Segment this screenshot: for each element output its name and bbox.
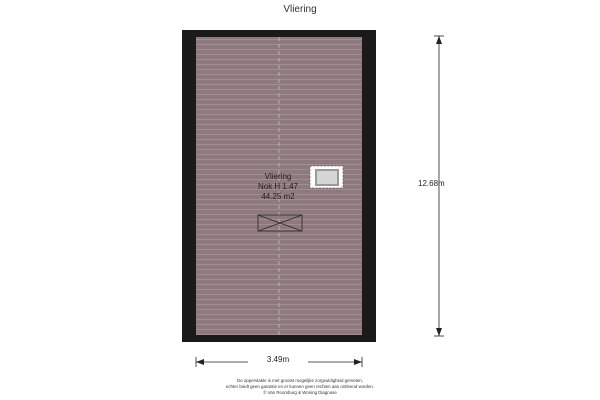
room-label [228, 172, 328, 202]
room-name: Vliering [264, 172, 292, 181]
dimension-arrow-left [196, 359, 204, 365]
room-height: Nok H 1.47 [257, 182, 299, 191]
room-area: 44.25 m2 [261, 192, 295, 201]
disclaimer-line: De oppervlakte is met grootst mogelijke zorgvuldigheid gemeten, [237, 378, 363, 383]
plan-title: Vliering [283, 4, 317, 15]
horizontal-dimension-label: 3.49m [248, 355, 308, 364]
disclaimer-line: echter biedt geen garantie en er kunnen geen rechten aan ontleend worden. [225, 384, 375, 389]
dimension-arrow-up [436, 36, 442, 44]
disclaimer [0, 378, 600, 396]
vertical-dimension-label: 12.68m [418, 179, 445, 188]
dimension-arrow-down [436, 328, 442, 336]
dimension-arrow-right [354, 359, 362, 365]
disclaimer-line: © Van Roomburg & Woning Diagnose [263, 390, 337, 395]
